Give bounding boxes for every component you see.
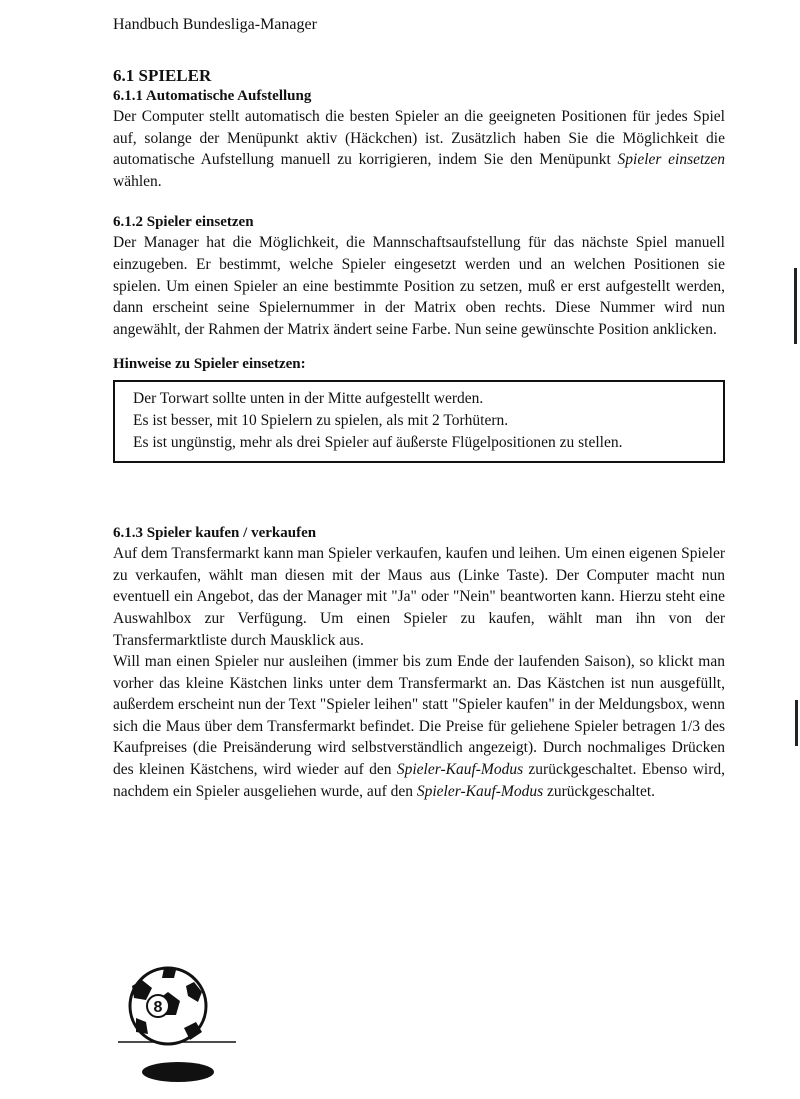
- hints-title: Hinweise zu Spieler einsetzen:: [113, 356, 306, 373]
- mode-reference: Spieler-Kauf-Modus: [396, 761, 524, 779]
- paragraph-automatic-text: Der Computer stellt automatisch die besten Spieler an die geeigneten Positionen für jedes Spiel auf, solange der Menüpunkt aktiv (Häckchen) ist. Zusätzlich haben Sie die Möglichkeit die automatische Aufstellung manuell zu korrigieren, indem Sie den Menüpunkt: [113, 108, 725, 169]
- running-head: Handbuch Bundesliga-Manager: [113, 16, 317, 33]
- mode-reference: Spieler-Kauf-Modus: [416, 782, 544, 800]
- paragraph-automatic: [113, 106, 725, 192]
- paragraph-automatic-end: wählen.: [113, 172, 162, 190]
- section-title: 6.1 SPIELER: [113, 66, 212, 85]
- page-content: [113, 66, 725, 802]
- hint-item: Der Torwart sollte unten in der Mitte aufgestellt werden.: [133, 390, 484, 408]
- scan-edge-mark: [794, 268, 797, 344]
- paragraph-lineup: Der Manager hat die Möglichkeit, die Mannschaftsaufstellung für das nächste Spiel manuell einzugeben. Er bestimmt, welche Spieler eingesetzt werden und an welchen Positionen sie spielen. Um einen Spieler an eine bestimmte Position zu setzen, muß er erst aufgestellt werden, dann erscheint seine Spielernummer in der Matrix oben rechts. Diese Nummer wird nun angewählt, der Rahmen der Matrix ändert seine Farbe. Nun seine gewünschte Position anklicken.: [113, 234, 725, 338]
- subsection-title-automatic: 6.1.1 Automatische Aufstellung: [113, 88, 312, 104]
- paragraph-transfer-2-b: zurückgeschaltet. Ebenso wird, nachdem ein Spieler ausgeliehen wurde, auf den: [113, 761, 725, 800]
- hint-item: Es ist besser, mit 10 Spielern zu spielen, als mit 2 Torhütern.: [133, 411, 509, 429]
- hints-box: [113, 380, 725, 463]
- page-number: 8: [153, 999, 163, 1016]
- paragraph-transfer-2: [113, 651, 725, 802]
- subsection-title-lineup: 6.1.2 Spieler einsetzen: [113, 214, 254, 231]
- paragraph-transfer-1: Auf dem Transfermarkt kann man Spieler verkaufen, kaufen und leihen. Um einen eigenen Spieler zu verkaufen, wählt man diesen mit der Maus aus (Linke Taste). Der Computer macht nun eventuell ein Angebot, das der Manager mit "Ja" oder "Nein" beantworten kann. Hierzu steht eine Auswahlbox zur Verfügung. Um einen Spieler zu kaufen, wählt man ihn von der Transfermarktliste durch Mausklick aus.: [113, 545, 725, 649]
- paragraph-transfer-2-a: Will man einen Spieler nur ausleihen (immer bis zum Ende der laufenden Saison), so klickt man vorher das kleine Kästchen links unter dem Transfermarkt an. Das Kästchen ist nun ausgefüllt, außerdem erscheint nun der Text "Spieler leihen" statt "Spieler kaufen" in der Meldungsbox, wenn sich die Maus über dem Transfermarkt befindet. Die Preise für geliehene Spieler betragen 1/3 des Kaufpreises (die Preisänderung wird selbstverständlich angezeigt). Durch nochmaliges Drücken des kleinen Kästchens, wird wieder auf den: [113, 653, 725, 779]
- menu-item-reference: Spieler einsetzen: [617, 151, 725, 169]
- scan-edge-mark: [795, 700, 798, 746]
- soccer-ball-icon: [118, 966, 238, 1086]
- subsection-title-transfer: 6.1.3 Spieler kaufen / verkaufen: [113, 525, 317, 542]
- hint-item: Es ist ungünstig, mehr als drei Spieler auf äußerste Flügelpositionen zu stellen.: [133, 433, 623, 451]
- paragraph-transfer-2-c: zurückgeschaltet.: [543, 782, 656, 800]
